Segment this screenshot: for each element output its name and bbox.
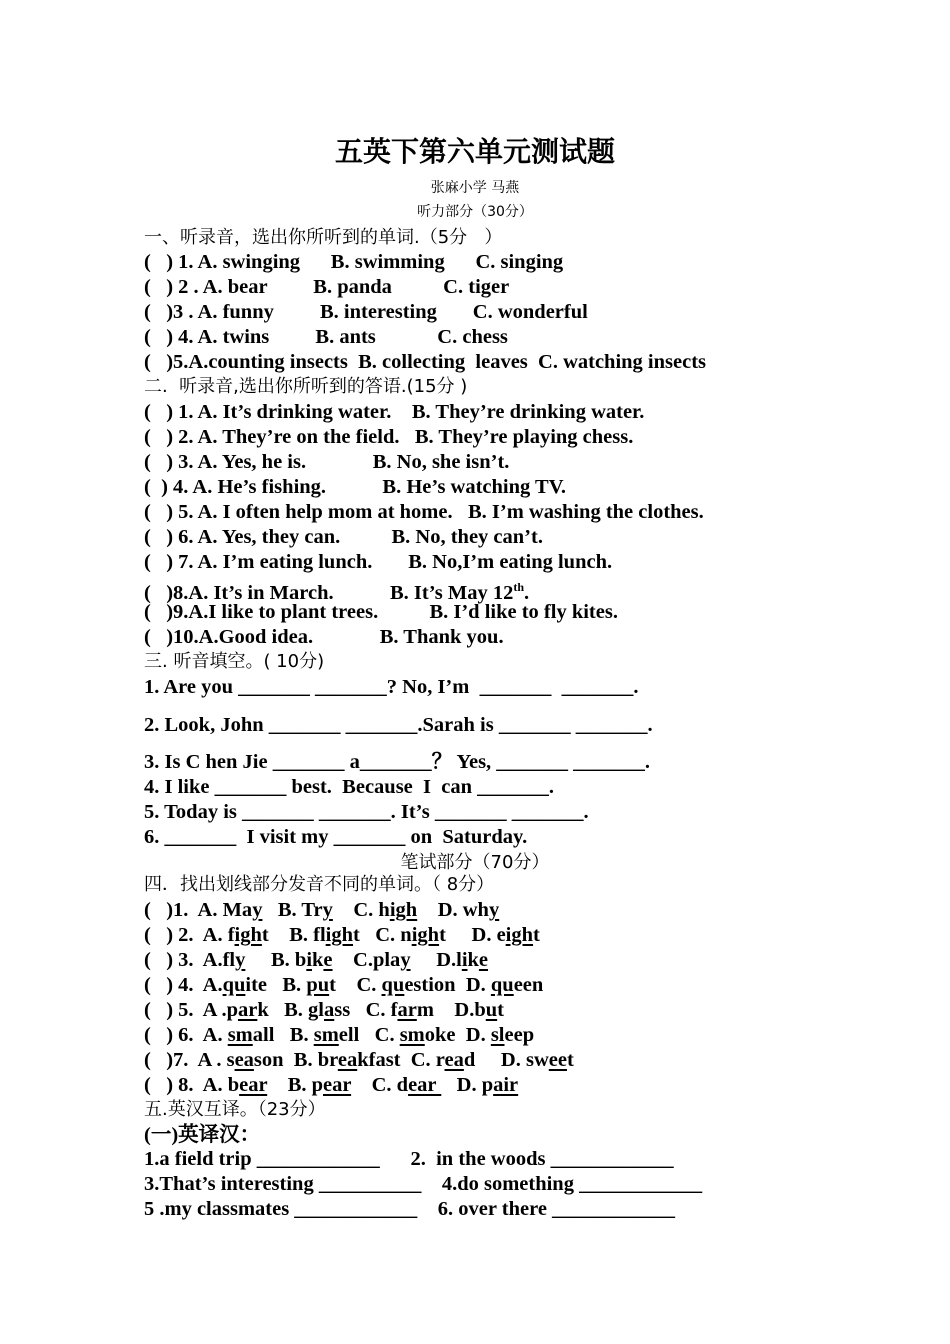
item-text: een bbox=[513, 974, 544, 996]
underlined-letters: y bbox=[235, 949, 246, 971]
item-text: ( ) 2. A. f bbox=[144, 924, 235, 946]
item-text: m D.b bbox=[416, 999, 486, 1021]
item-text: estion D. bbox=[404, 974, 491, 996]
underlined-letters: i bbox=[306, 949, 313, 971]
item-text: ell C. bbox=[338, 1024, 400, 1046]
author-line: 张麻小学 马燕 bbox=[430, 180, 520, 196]
item-text: t D. e bbox=[439, 924, 506, 946]
item-text: ( ) 8. A. b bbox=[144, 1074, 240, 1096]
item-text: B. Tr bbox=[262, 899, 323, 921]
underlined-letters: igh bbox=[389, 899, 418, 921]
underlined-letters: e bbox=[478, 949, 489, 971]
section-2-heading: 二. 听录音,选出你所听到的答语.(15分 ) bbox=[144, 376, 468, 397]
section-3-item: 1. Are you _______ _______? No, I’m _______ _______. bbox=[144, 676, 639, 698]
item-text: son B. br bbox=[253, 1049, 338, 1071]
underlined-letters: ear bbox=[408, 1074, 442, 1096]
section-4-item bbox=[144, 898, 499, 922]
section-1-heading: 一、听录音，选出你所听到的单词.（5分 ） bbox=[144, 227, 503, 248]
section-2-item: ( ) 6. A. Yes, they can. B. No, they can’t. bbox=[144, 526, 543, 548]
section-4-item bbox=[144, 1023, 534, 1047]
section-2-item: ( )9.A.I like to plant trees. B. I’d like to fly kites. bbox=[144, 601, 618, 623]
section-1-item: ( )5.A.counting insects B. collecting leaves C. watching insects bbox=[144, 351, 706, 373]
underlined-letters: ea bbox=[444, 1049, 464, 1071]
section-1-item: ( ) 2 . A. bear B. panda C. tiger bbox=[144, 276, 510, 298]
section-2-item: ( ) 2. A. They’re on the field. B. They’re playing chess. bbox=[144, 426, 634, 448]
underlined-letters: igh bbox=[505, 924, 534, 946]
item-text: ss C. f bbox=[334, 999, 398, 1021]
underlined-letters: igh bbox=[325, 924, 354, 946]
underlined-letters: sm bbox=[313, 1024, 339, 1046]
underlined-letters: ee bbox=[548, 1049, 567, 1071]
section-5-item: 5 .my classmates ____________ 6. over there ____________ bbox=[144, 1198, 676, 1220]
underlined-letters: u bbox=[485, 999, 498, 1021]
item-text: D. p bbox=[441, 1074, 494, 1096]
underlined-letters: ear bbox=[323, 1074, 352, 1096]
section-4-item bbox=[144, 1048, 574, 1072]
item-text: ( )1. A. Ma bbox=[144, 899, 253, 921]
underlined-letters: y bbox=[252, 899, 263, 921]
section-2-item: ( )10.A.Good idea. B. Thank you. bbox=[144, 626, 504, 648]
page-title: 五英下第六单元测试题 bbox=[334, 135, 615, 168]
item-text: kfast C. r bbox=[357, 1049, 445, 1071]
section-4-item bbox=[144, 998, 504, 1022]
section-1-item: ( )3 . A. funny B. interesting C. wonderful bbox=[144, 301, 588, 323]
writing-header: 笔试部分（70分） bbox=[400, 852, 550, 873]
underlined-letters: y bbox=[322, 899, 333, 921]
section-5-item: 1.a field trip ____________ 2. in the woods ____________ bbox=[144, 1148, 674, 1170]
listening-header: 听力部分（30分） bbox=[417, 204, 533, 220]
underlined-letters: i bbox=[461, 949, 468, 971]
section-4-heading: 四．找出划线部分发音不同的单词。（ 8分） bbox=[144, 874, 495, 895]
underlined-letters: igh bbox=[234, 924, 262, 946]
item-text: ( ) 4. A. bbox=[144, 974, 223, 996]
section-2-item: ( ) 7. A. I’m eating lunch. B. No,I’m eating lunch. bbox=[144, 551, 613, 573]
section-2-item: ( ) 3. A. Yes, he is. B. No, she isn’t. bbox=[144, 451, 510, 473]
section-3-heading: 三. 听音填空。( 10分) bbox=[144, 651, 325, 672]
item-text: ( )7. A . s bbox=[144, 1049, 235, 1071]
section-5-heading: 五.英汉互译。（23分） bbox=[144, 1099, 326, 1120]
ordinal-suffix: th bbox=[513, 580, 525, 594]
section-2-item: ( ) 5. A. I often help mom at home. B. I’m washing the clothes. bbox=[144, 501, 704, 523]
underlined-letters: pu bbox=[306, 974, 330, 996]
section-3-item: 3. Is C hen Jie _______ a_______？ Yes, _______ _______. bbox=[144, 751, 651, 773]
underlined-letters: qu bbox=[381, 974, 405, 996]
underlined-letters: ea bbox=[337, 1049, 358, 1071]
item-text: D. wh bbox=[417, 899, 489, 921]
section-1-item: ( ) 4. A. twins B. ants C. chess bbox=[144, 326, 508, 348]
section-4-item bbox=[144, 973, 543, 997]
underlined-letters: a bbox=[324, 999, 335, 1021]
section-5-subheading: (一)英译汉： bbox=[144, 1124, 261, 1146]
section-5-item: 3.That’s interesting __________ 4.do something ____________ bbox=[144, 1173, 703, 1195]
item-text: eep bbox=[504, 1024, 535, 1046]
item-text: t B. fl bbox=[261, 924, 326, 946]
underlined-letters: y bbox=[488, 899, 500, 921]
section-2-item-8-text: ( )8.A. It’s in March. B. It’s May 12 bbox=[144, 581, 514, 604]
item-text: k bbox=[467, 949, 479, 971]
section-4-item bbox=[144, 1073, 518, 1097]
underlined-letters: qu bbox=[222, 974, 246, 996]
item-text: k B. gl bbox=[257, 999, 324, 1021]
item-text: t bbox=[533, 924, 540, 946]
underlined-letters: sm bbox=[227, 1024, 253, 1046]
item-text: k bbox=[312, 949, 324, 971]
item-8-end: . bbox=[524, 581, 530, 604]
underlined-letters: igh bbox=[411, 924, 440, 946]
underlined-letters: qu bbox=[490, 974, 514, 996]
section-3-item: 5. Today is _______ _______. It’s _______ _______. bbox=[144, 801, 589, 823]
underlined-letters: ar bbox=[237, 999, 258, 1021]
item-text: oke D. bbox=[424, 1024, 491, 1046]
item-text: ( ) 6. A. bbox=[144, 1024, 228, 1046]
section-4-item bbox=[144, 923, 540, 947]
item-text: t C. bbox=[329, 974, 382, 996]
section-2-item: ( ) 1. A. It’s drinking water. B. They’re drinking water. bbox=[144, 401, 645, 423]
item-text: C.pla bbox=[332, 949, 401, 971]
item-text: B. p bbox=[267, 1074, 324, 1096]
underlined-letters: y bbox=[400, 949, 411, 971]
item-text: t bbox=[497, 999, 504, 1021]
section-1-item: ( ) 1. A. swinging B. swimming C. singing bbox=[144, 251, 564, 273]
underlined-letters: air bbox=[493, 1074, 519, 1096]
item-text: all B. bbox=[252, 1024, 314, 1046]
underlined-letters: ear bbox=[239, 1074, 268, 1096]
item-text: ite B. bbox=[245, 974, 307, 996]
underlined-letters: ea bbox=[234, 1049, 254, 1071]
item-text: B. b bbox=[245, 949, 307, 971]
item-text: d D. sw bbox=[463, 1049, 549, 1071]
item-text: C. d bbox=[351, 1074, 409, 1096]
item-text: C. h bbox=[332, 899, 390, 921]
section-3-item: 2. Look, John _______ _______.Sarah is _______ _______. bbox=[144, 714, 653, 736]
item-text: t bbox=[566, 1049, 574, 1071]
item-text: ( ) 3. A.fl bbox=[144, 949, 236, 971]
underlined-letters: ar bbox=[397, 999, 417, 1021]
section-4-item bbox=[144, 948, 488, 972]
underlined-letters: sm bbox=[399, 1024, 425, 1046]
item-text: ( ) 5. A .p bbox=[144, 999, 238, 1021]
underlined-letters: sl bbox=[490, 1024, 505, 1046]
item-text: D.l bbox=[410, 949, 462, 971]
item-text: t C. n bbox=[353, 924, 412, 946]
underlined-letters: e bbox=[323, 949, 333, 971]
section-3-item: 6. _______ I visit my _______ on Saturday. bbox=[144, 826, 528, 848]
section-3-item: 4. I like _______ best. Because I can _______. bbox=[144, 776, 554, 798]
section-2-item: ( ) 4. A. He’s fishing. B. He’s watching TV. bbox=[144, 476, 566, 498]
